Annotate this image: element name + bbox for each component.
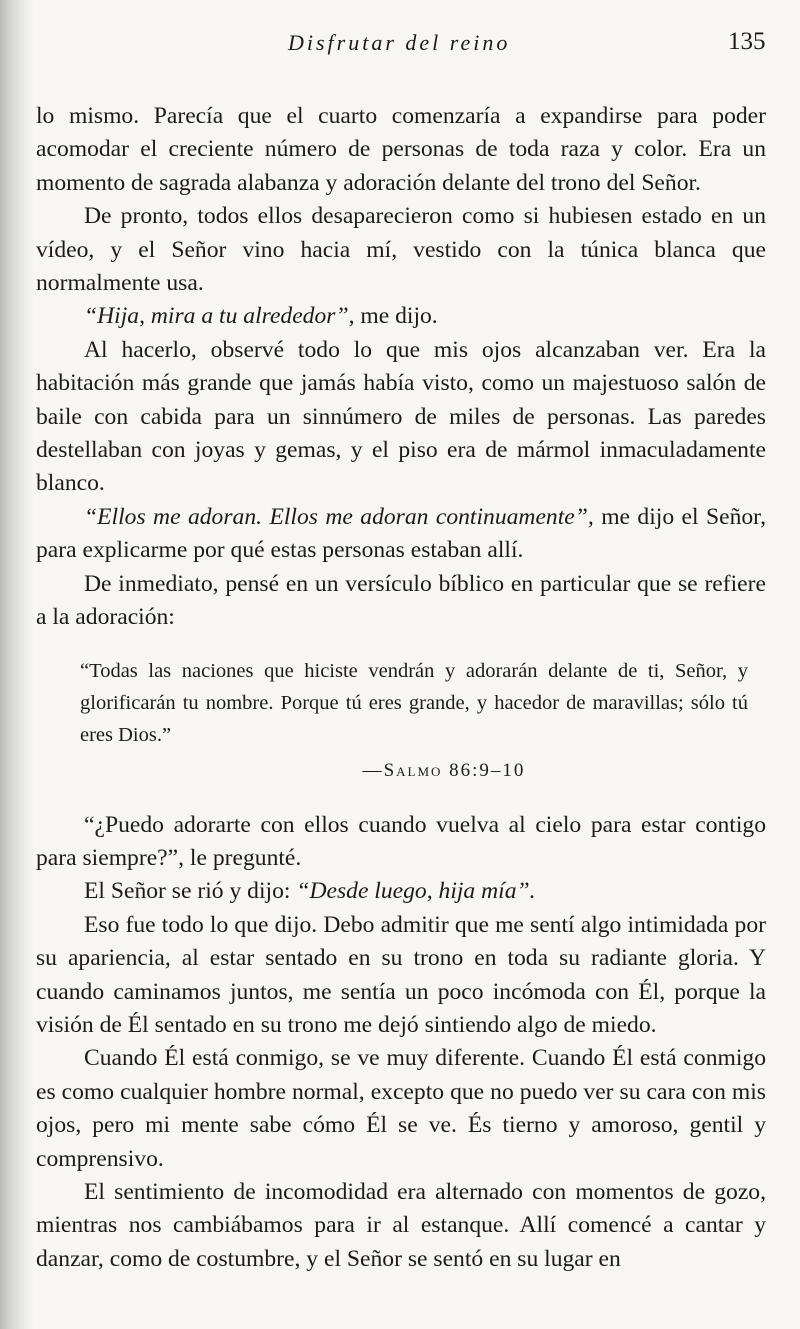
paragraph-text: El sentimiento de incomodidad era alternado con momentos de gozo, mientras nos cambiábamos para ir al estanque. Allí comencé a cantar y danzar, como de costumbre, y el Señor se sentó en su lugar en — [36, 1178, 766, 1272]
page-body — [36, 100, 766, 1276]
dialogue-italic: “Ellos me adoran. Ellos me adoran continuamente”, — [84, 503, 594, 530]
scripture-quote — [36, 655, 766, 787]
paragraph — [36, 334, 766, 501]
quote-attribution — [80, 755, 748, 787]
running-head: Disfrutar del reino — [288, 30, 511, 55]
paragraph — [36, 809, 766, 876]
paragraph-text: me dijo. — [354, 303, 438, 330]
attribution-book: Salmo — [383, 759, 443, 781]
paragraph — [36, 875, 766, 908]
attribution-dash: — — [362, 759, 384, 781]
paragraph-text: “¿Puedo adorarte con ellos cuando vuelva al cielo para estar contigo para siempre?”, le pregunté. — [36, 811, 766, 871]
paragraph-text: me dijo el Señor, para explicarme por qué estas personas estaban allí. — [36, 503, 766, 564]
paragraph — [36, 300, 766, 333]
attribution-reference: 86:9–10 — [449, 759, 526, 781]
paragraph-text: De pronto, todos ellos desaparecieron como si hubiesen estado en un vídeo, y el Señor vino hacia mí, vestido con la túnica blanca que normalmente usa. — [36, 203, 766, 297]
paragraph-text: lo mismo. Parecía que el cuarto comenzaría a expandirse para poder acomodar el creciente número de personas de toda raza y color. Era un momento de sagrada alabanza y adoración delante del trono del Señor. — [36, 103, 766, 196]
paragraph-text: De inmediato, pensé en un versículo bíblico en particular que se refiere a la adoración: — [36, 570, 766, 631]
dialogue-italic: “Hija, mira a tu alrededor”, — [84, 303, 355, 330]
paragraph-text: El Señor se rió y dijo: — [84, 878, 297, 905]
paragraph-text: Cuando Él está conmigo, se ve muy diferente. Cuando Él está conmigo es como cualquier hombre normal, excepto que no puedo ver su cara con mis ojos, pero mi mente sabe cómo Él se ve. És tierno y amoroso, gentil y comprensivo. — [36, 1045, 766, 1172]
page-number: 135 — [728, 28, 766, 55]
paragraph-text: Al hacerlo, observé todo lo que mis ojos alcanzaban ver. Era la habitación más grande que jamás había visto, como un majestuoso salón de baile con cabida para un sinnúmero de miles de personas. Las paredes destellaban con joyas y gemas, y el piso era de mármol inmaculadamente blanco. — [36, 336, 766, 497]
paragraph — [36, 200, 766, 300]
paragraph — [36, 1176, 766, 1276]
paragraph — [36, 100, 766, 200]
paragraph — [36, 568, 766, 635]
dialogue-italic: “Desde luego, hija mía”. — [296, 878, 536, 905]
quote-text: “Todas las naciones que hiciste vendrán y adorarán delante de ti, Señor, y glorificarán tu nombre. Porque tú eres grande, y hacedor de maravillas; sólo tú eres Dios.” — [80, 659, 748, 746]
paragraph — [36, 501, 766, 568]
paragraph — [36, 909, 766, 1043]
paragraph-text: Eso fue todo lo que dijo. Debo admitir que me sentí algo intimidada por su apariencia, al estar sentado en su trono en toda su radiante gloria. Y cuando caminamos juntos, me sentía un poco incómoda con Él, porque la visión de Él sentado en su trono me dejó sintiendo algo de miedo. — [36, 911, 766, 1038]
page-header — [0, 28, 800, 62]
paragraph — [36, 1042, 766, 1176]
